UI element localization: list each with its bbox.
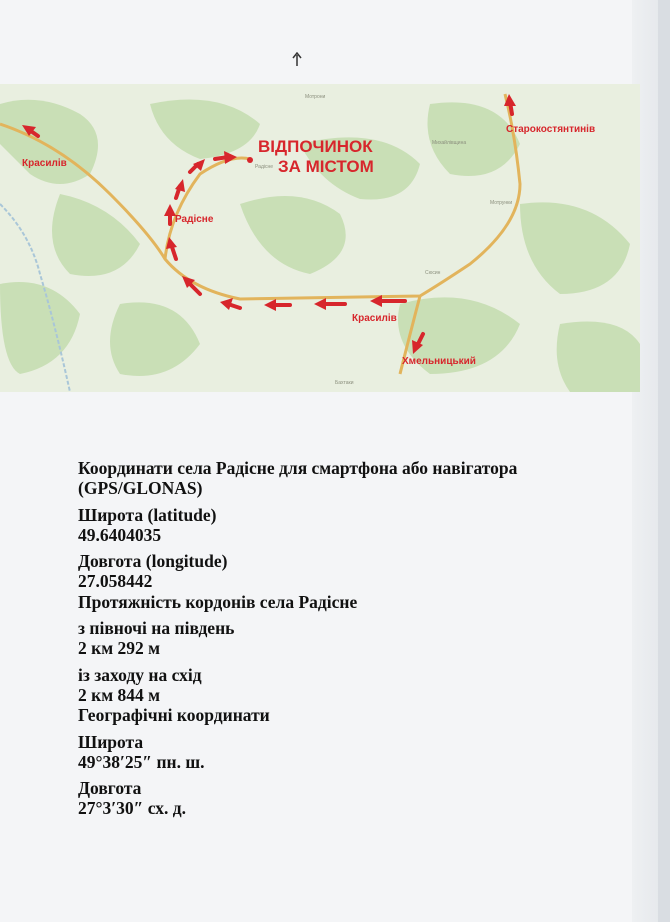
- geo-latitude-label: Широта: [78, 731, 144, 752]
- latitude-label: Широта (latitude): [78, 504, 217, 525]
- svg-text:Мотрунки: Мотрунки: [490, 200, 513, 206]
- scan-mark: [292, 52, 302, 66]
- west-east-value: 2 км 844 м: [78, 684, 161, 705]
- boundaries-heading: Протяжність кордонів села Радісне: [78, 591, 358, 612]
- route-map: [0, 84, 640, 392]
- label-starokostiantyniv: Старокостянтинів: [506, 124, 596, 135]
- geo-coordinates-heading: Географічні координати: [78, 705, 270, 726]
- map-title-line2: ЗА МІСТОМ: [278, 157, 374, 176]
- radisne-dot: [247, 157, 253, 163]
- svg-text:Сюсин: Сюсин: [425, 270, 441, 276]
- longitude-label: Довгота (longitude): [78, 551, 228, 572]
- label-krasyliv-bottom: Красилів: [352, 313, 397, 324]
- north-south-label: з півночі на південь: [78, 618, 235, 639]
- longitude-value: 27.058442: [78, 571, 153, 592]
- geo-latitude-value: 49°38′25″ пн. ш.: [78, 751, 205, 772]
- label-radisne: Радісне: [175, 214, 214, 225]
- geo-longitude-value: 27°3′30″ сх. д.: [78, 798, 186, 819]
- map-title-line1: ВІДПОЧИНОК: [258, 137, 373, 156]
- coordinates-text: [78, 458, 638, 819]
- west-east-label: із заходу на схід: [78, 664, 202, 685]
- label-krasyliv-left: Красилів: [22, 158, 67, 169]
- svg-text:Мотрони: Мотрони: [305, 94, 326, 100]
- north-south-value: 2 км 292 м: [78, 638, 161, 659]
- gps-line: (GPS/GLONAS): [78, 478, 203, 499]
- svg-text:Бахтаки: Бахтаки: [335, 380, 354, 386]
- geo-longitude-label: Довгота: [78, 778, 142, 799]
- label-khmelnytskyi: Хмельницький: [402, 356, 476, 367]
- heading-line: Координати села Радісне для смартфона або навігатора: [78, 458, 518, 478]
- latitude-value: 49.6404035: [78, 524, 162, 545]
- page-edge-dark: [658, 0, 670, 922]
- svg-text:Радісне: Радісне: [255, 164, 274, 170]
- svg-text:Михайлівщина: Михайлівщина: [432, 140, 467, 146]
